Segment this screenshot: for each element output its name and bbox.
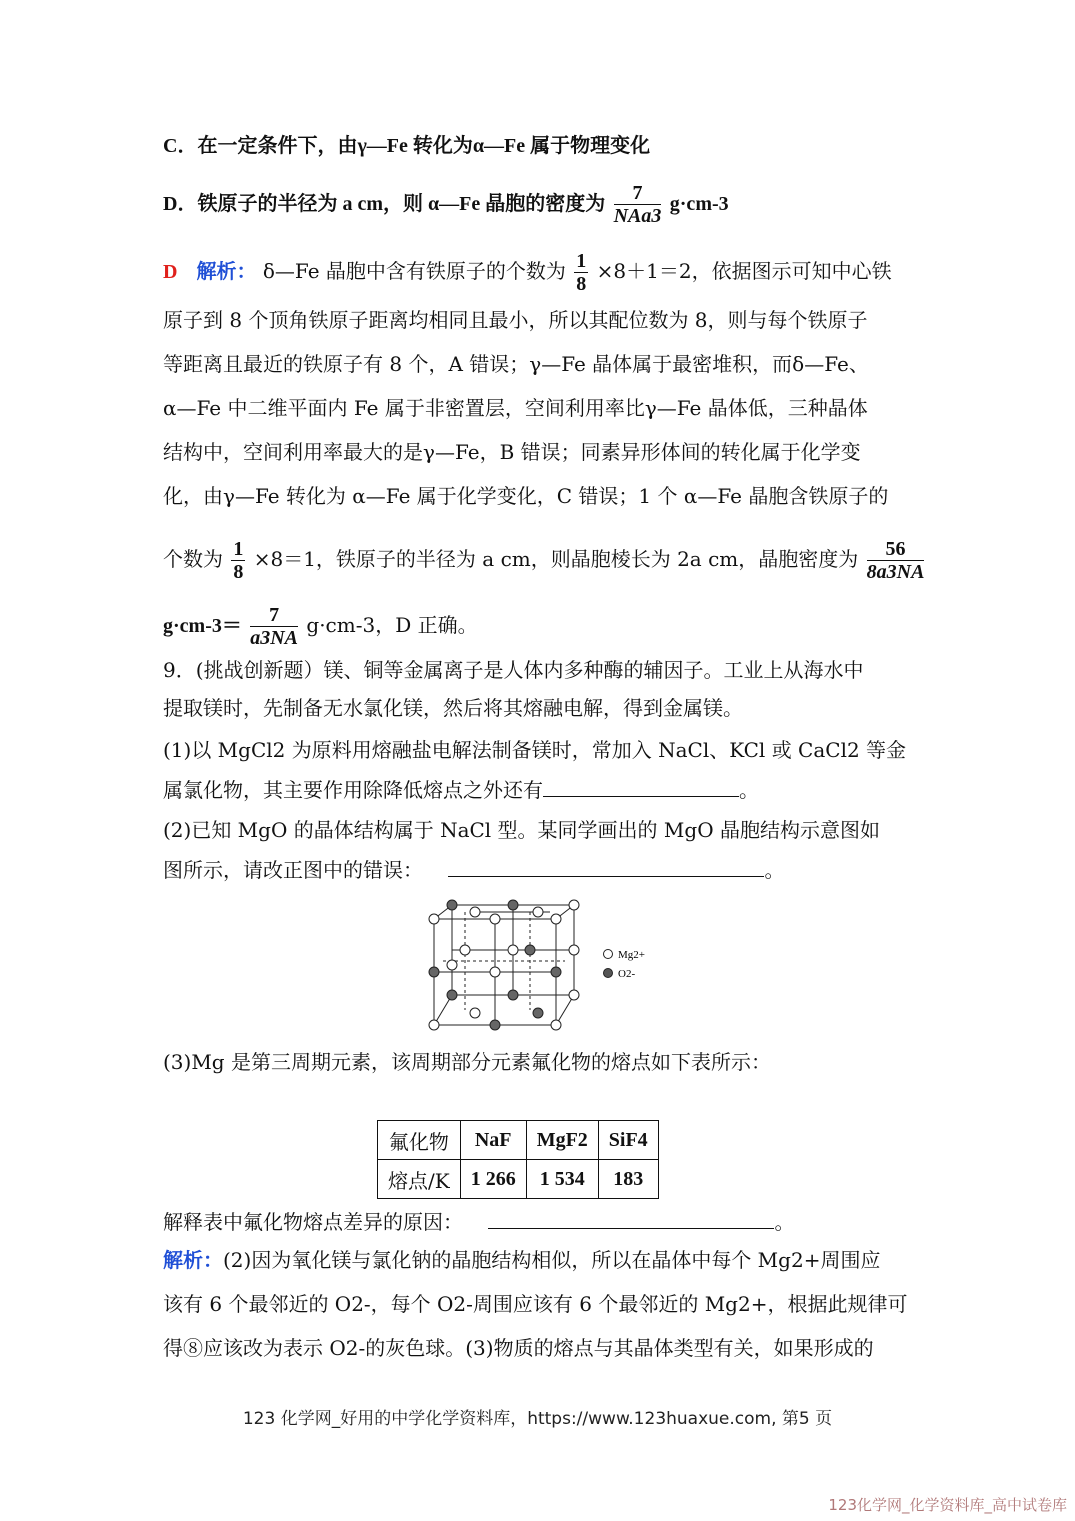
fraction: $\frac{7}{\text{NAa3}}$ bbox=[613, 182, 662, 227]
mgo-unit-cell-diagram bbox=[420, 895, 660, 1035]
analysis2-line-2: 该有 6 个最邻近的 O2-，每个 O2-周围应该有 6 个最邻近的 Mg2+，根据此规律可 bbox=[163, 1292, 908, 1316]
table-row: 氟化物 NaF MgF2 SiF4 bbox=[378, 1121, 659, 1160]
fraction: $\frac{56}{8a3NA}$ bbox=[866, 538, 925, 583]
answer-line-2: 原子到 8 个顶角铁原子距离均相同且最小，所以其配位数为 8，则与每个铁原子 bbox=[163, 308, 868, 332]
q9-part3: (3)Mg 是第三周期元素，该周期部分元素氟化物的熔点如下表所示： bbox=[163, 1050, 771, 1074]
option-c: C．在一定条件下，由γ—Fe 转化为α—Fe 属于物理变化 bbox=[163, 135, 651, 157]
q9-part1-line-2: 属氯化物，其主要作用除降低熔点之外还有 。 bbox=[163, 774, 759, 804]
q9-line-2: 提取镁时，先制备无水氯化镁，然后将其熔融电解，得到金属镁。 bbox=[163, 696, 743, 720]
answer-blank-2[interactable] bbox=[448, 854, 764, 877]
answer-letter: D bbox=[163, 261, 178, 283]
q9-part1-line-1: (1)以 MgCl2 为原料用熔融盐电解法制备镁时，常加入 NaCl、KCl 或 CaCl2 等金 bbox=[163, 738, 907, 762]
answer-line-8: g·cm-3＝ $\frac{7}{a3NA}$ g·cm-3，D 正确。 bbox=[163, 604, 478, 649]
fraction: $\frac{1}{8}$ bbox=[576, 250, 587, 295]
analysis-label: 解析： bbox=[196, 259, 257, 283]
fraction: $\frac{7}{a3NA}$ bbox=[250, 604, 299, 649]
answer-line-4: α—Fe 中二维平面内 Fe 属于非密置层，空间利用率比γ—Fe 晶体低，三种晶体 bbox=[163, 396, 868, 420]
legend-mg: Mg2+ bbox=[618, 949, 645, 961]
melting-point-table bbox=[377, 1120, 659, 1199]
legend-o: O2- bbox=[618, 968, 636, 980]
table-row: 熔点/K 1 266 1 534 183 bbox=[378, 1160, 659, 1199]
explain-line: 解释表中氟化物熔点差异的原因： 。 bbox=[163, 1206, 794, 1236]
answer-line-3: 等距离且最近的铁原子有 8 个，A 错误；γ—Fe 晶体属于最密堆积，而δ—Fe、 bbox=[163, 352, 869, 376]
answer-blank-3[interactable] bbox=[488, 1206, 774, 1229]
answer-line-1: D 解析： δ—Fe 晶胞中含有铁原子的个数为 $\frac{1}{8}$ ×8＋1＝2，依据图示可知中心铁 bbox=[163, 250, 892, 295]
q9-line-1: 9．(挑战创新题）镁、铜等金属离子是人体内多种酶的辅因子。工业上从海水中 bbox=[163, 658, 864, 682]
q9-part2-line-1: (2)已知 MgO 的晶体结构属于 NaCl 型。某同学画出的 MgO 晶胞结构示意图如 bbox=[163, 818, 880, 842]
answer-line-7: 个数为 $\frac{1}{8}$ ×8＝1，铁原子的半径为 a cm，则晶胞棱长为 2a cm，晶胞密度为 $\frac{56}{8a3NA}$ bbox=[163, 538, 925, 583]
answer-line-6: 化，由γ—Fe 转化为 α—Fe 属于化学变化，C 错误；1 个 α—Fe 晶胞含铁原子的 bbox=[163, 484, 889, 508]
answer-line-5: 结构中，空间利用率最大的是γ—Fe，B 错误；同素异形体间的转化属于化学变 bbox=[163, 440, 861, 464]
page-footer: 123 化学网_好用的中学化学资料库，https://www.123huaxue.com, 第5 页 bbox=[242, 1409, 833, 1429]
analysis2-line-1: 解析：(2)因为氧化镁与氯化钠的晶胞结构相似，所以在晶体中每个 Mg2+周围应 bbox=[163, 1248, 881, 1272]
watermark: 123化学网_化学资料库_高中试卷库 bbox=[828, 1496, 1067, 1514]
fraction: $\frac{1}{8}$ bbox=[233, 538, 244, 583]
option-d: D．铁原子的半径为 a cm，则 α—Fe 晶胞的密度为 $\frac{7}{\text{NAa3}}$ g·cm-3 bbox=[163, 182, 729, 227]
answer-blank-1[interactable] bbox=[543, 774, 739, 797]
q9-part2-line-2: 图所示，请改正图中的错误： 。 bbox=[163, 854, 784, 884]
analysis2-line-3: 得⑧应该改为表示 O2-的灰色球。(3)物质的熔点与其晶体类型有关，如果形成的 bbox=[163, 1336, 874, 1360]
